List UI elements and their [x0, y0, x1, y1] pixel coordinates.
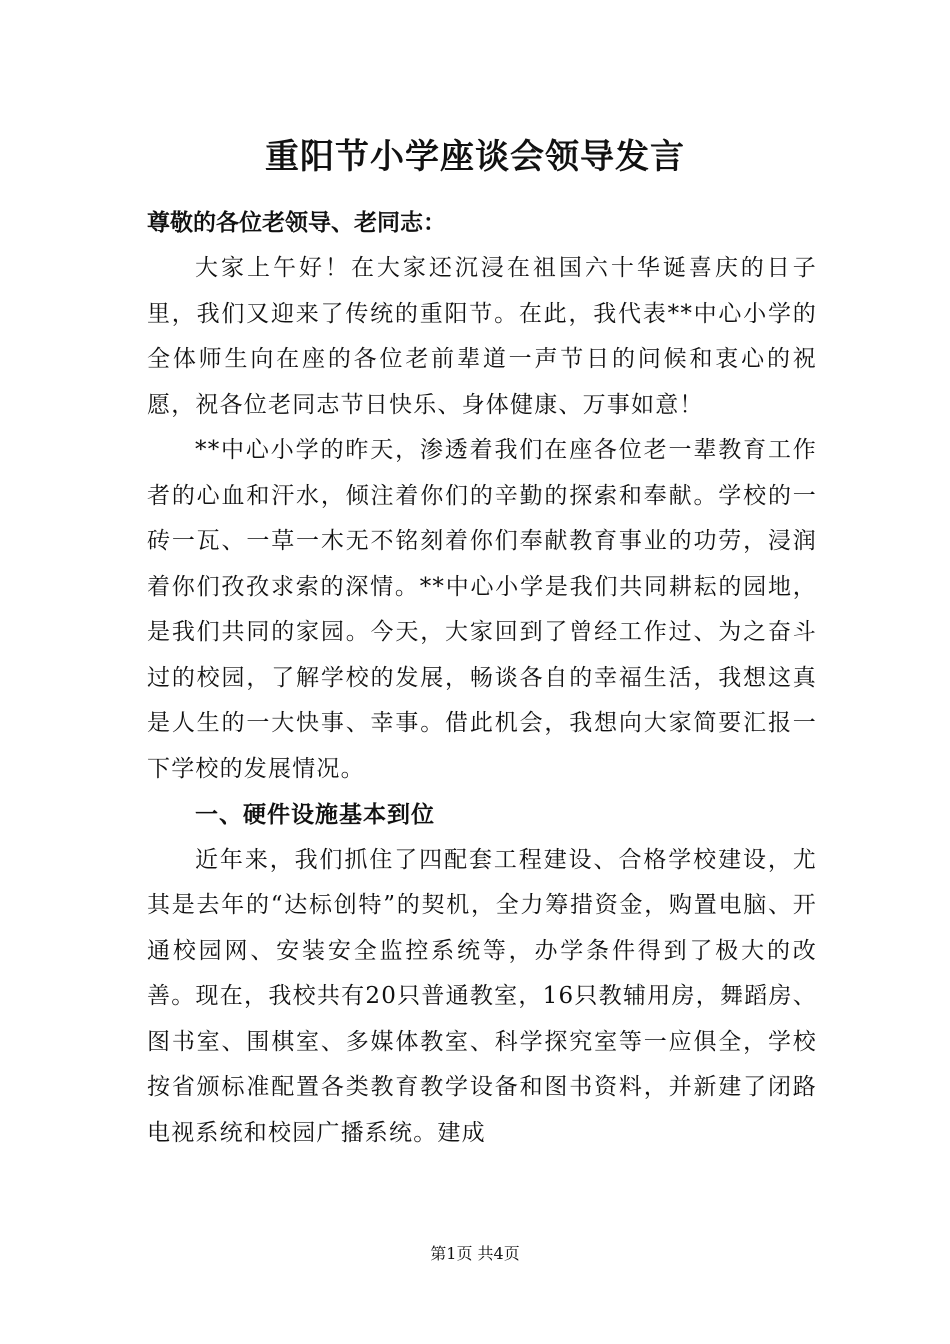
section-heading: 一、硬件设施基本到位: [195, 801, 435, 828]
document-title: 重阳节小学座谈会领导发言: [265, 137, 685, 177]
paragraph: **中心小学的昨天，渗透着我们在座各位老一辈教育工作者的心血和汗水，倾注着你们的辛勤的探索和奉献。学校的一砖一瓦、一草一木无不铭刻着你们奉献教育事业的功劳，浸润着你们孜孜求索的深情。**中心小学是我们共同耕耘的园地，是我们共同的家园。今天，大家回到了曾经工作过、为之奋斗过的校园，了解学校的发展，畅谈各自的幸福生活，我想这真是人生的一大快事、幸事。借此机会，我想向大家简要汇报一下学校的发展情况。: [147, 437, 817, 782]
salutation: 尊敬的各位老领导、老同志：: [147, 209, 446, 236]
document-body: [147, 246, 817, 1156]
paragraph: 近年来，我们抓住了四配套工程建设、合格学校建设，尤其是去年的“达标创特”的契机，全力筹措资金，购置电脑、开通校园网、安装安全监控系统等，办学条件得到了极大的改善。现在，我校共有20只普通教室，16只教辅用房，舞蹈房、图书室、围棋室、多媒体教室、科学探究室等一应俱全，学校按省颁标准配置各类教育教学设备和图书资料，并新建了闭路电视系统和校园广播系统。建成: [147, 846, 817, 1146]
paragraph: 大家上午好！在大家还沉浸在祖国六十华诞喜庆的日子里，我们又迎来了传统的重阳节。在此，我代表**中心小学的全体师生向在座的各位老前辈道一声节日的问候和衷心的祝愿，祝各位老同志节日快乐、身体健康、万事如意！: [147, 255, 817, 418]
page-number-footer: 第1页 共4页: [430, 1244, 520, 1263]
